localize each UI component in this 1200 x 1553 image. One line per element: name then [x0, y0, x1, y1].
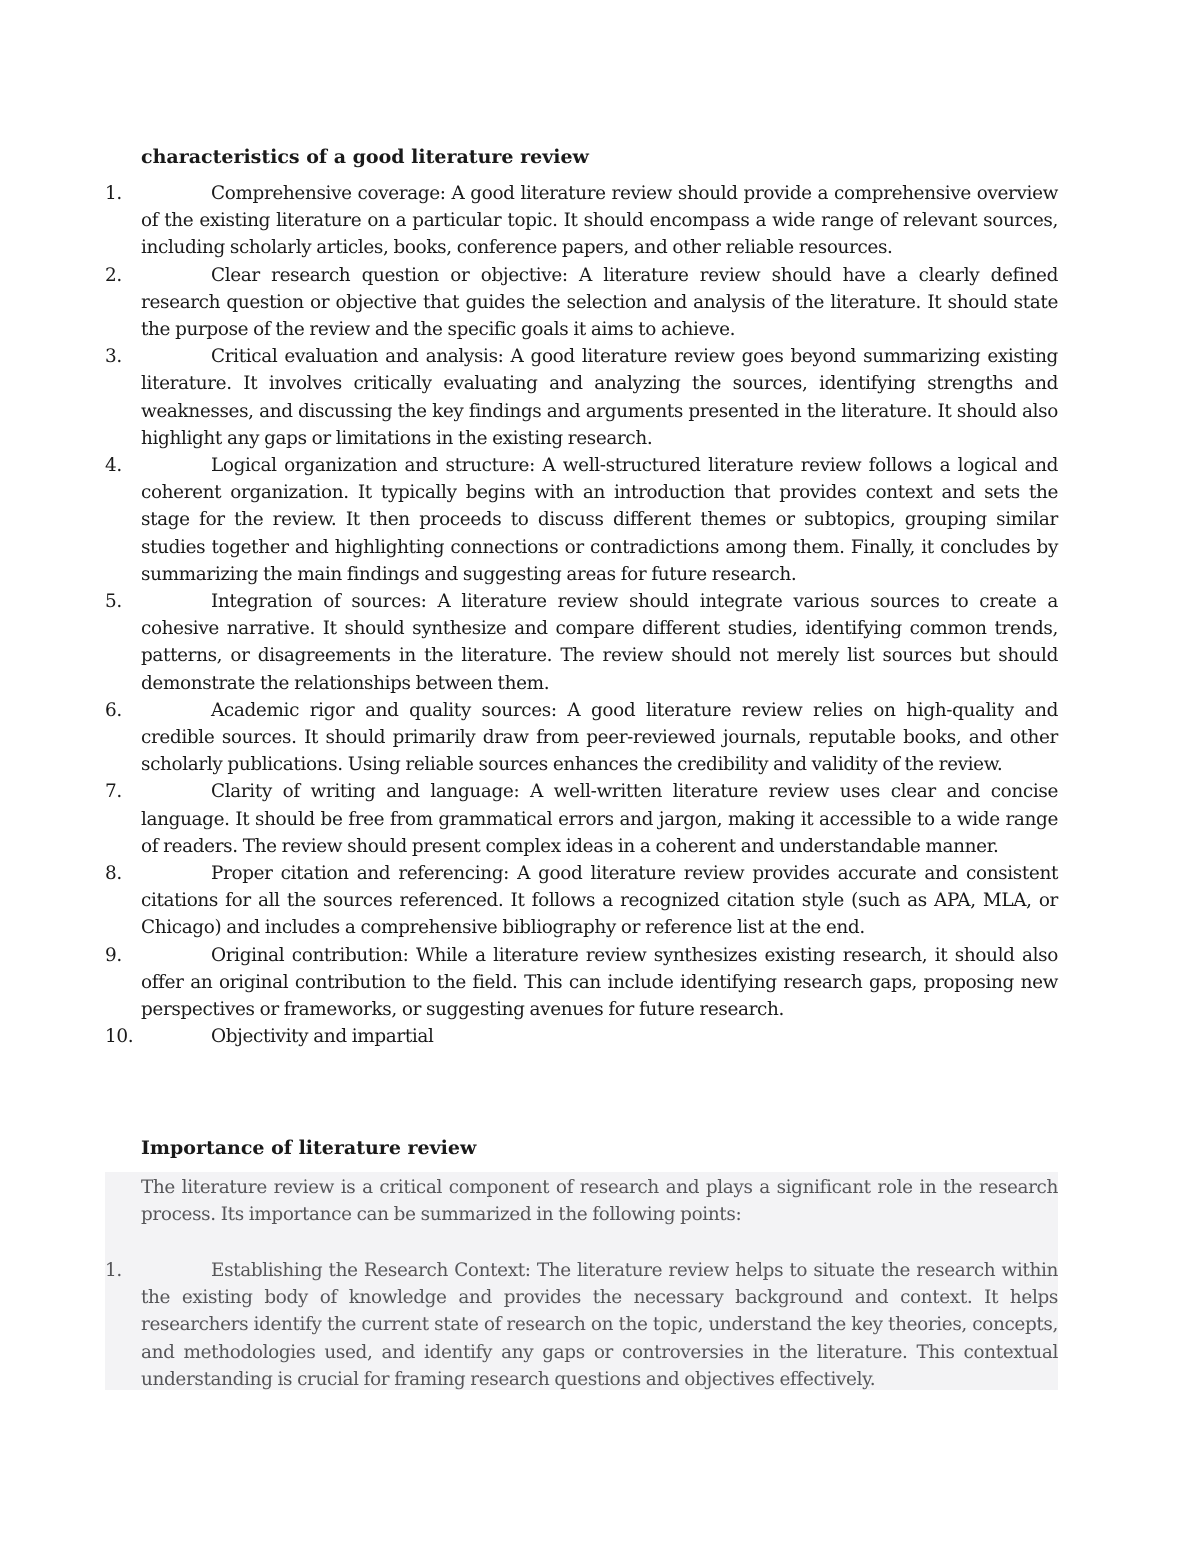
list-number: 8.	[105, 863, 122, 885]
list-number: 5.	[105, 591, 122, 613]
list-item-text: Logical organization and structure: A well-structured literature review follows a logical and coherent organization. It typically begins with an introduction that provides context and sets the stage for the review. It then proceeds to discuss different themes or subtopics, grouping similar studies together and highlighting connections or contradictions among them. Finally, it concludes by summarizing the main findings and suggesting areas for future research.	[141, 455, 1058, 585]
list-item	[0, 588, 1058, 697]
section-heading-characteristics: characteristics of a good literature review	[141, 146, 589, 168]
list-item-text: Comprehensive coverage: A good literature review should provide a comprehensive overview of the existing literature on a particular topic. It should encompass a wide range of relevant sources, including scholarly articles, books, conference papers, and other reliable resources.	[141, 183, 1058, 259]
list-number: 7.	[105, 781, 122, 803]
list-item-text: Proper citation and referencing: A good literature review provides accurate and consistent citations for all the sources referenced. It follows a recognized citation style (such as APA, MLA, or Chicago) and includes a comprehensive bibliography or reference list at the end.	[141, 863, 1058, 939]
list-item	[0, 343, 1058, 452]
list-item-text: Integration of sources: A literature review should integrate various sources to create a cohesive narrative. It should synthesize and compare different studies, identifying common trends, patterns, or disagreements in the literature. The review should not merely list sources but should demonstrate the relationships between them.	[141, 591, 1058, 694]
list-number: 4.	[105, 455, 122, 477]
importance-list	[0, 1257, 1200, 1393]
list-item	[0, 860, 1058, 942]
list-item	[0, 452, 1058, 588]
list-number: 2.	[105, 264, 122, 286]
list-item-text: Original contribution: While a literature review synthesizes existing research, it should also offer an original contribution to the field. This can include identifying research gaps, proposing new perspectives or frameworks, or suggesting avenues for future research.	[141, 944, 1058, 1021]
list-item-text: Critical evaluation and analysis: A good literature review goes beyond summarizing existing literature. It involves critically evaluating and analyzing the sources, identifying strengths and weaknesses, and discussing the key findings and arguments presented in the literature. It should also highlight any gaps or limitations in the existing research.	[141, 346, 1058, 449]
list-number: 1.	[105, 183, 122, 204]
list-item	[0, 1023, 1058, 1050]
list-item-text: Clarity of writing and language: A well-written literature review uses clear and concise language. It should be free from grammatical errors and jargon, making it accessible to a wide range of readers. The review should present complex ideas in a coherent and understandable manner.	[141, 781, 1058, 857]
list-number: 6.	[105, 699, 122, 721]
list-item	[0, 1257, 1058, 1393]
list-item-text: Objectivity and impartial	[211, 1026, 434, 1048]
list-number: 9.	[105, 944, 122, 966]
list-number: 3.	[105, 346, 122, 368]
list-item	[0, 778, 1058, 860]
list-number: 1.	[105, 1260, 122, 1281]
importance-intro: The literature review is a critical component of research and plays a significant role in the research process. Its importance can be summarized in the following points:	[141, 1177, 1058, 1226]
section-heading-importance: Importance of literature review	[141, 1137, 477, 1159]
list-item-text: Clear research question or objective: A literature review should have a clearly defined research question or objective that guides the selection and analysis of the literature. It should state the purpose of the review and the specific goals it aims to achieve.	[141, 264, 1058, 341]
characteristics-list	[0, 180, 1200, 1051]
list-item-text: Academic rigor and quality sources: A good literature review relies on high-quality and credible sources. It should primarily draw from peer-reviewed journals, reputable books, and other scholarly publications. Using reliable sources enhances the credibility and validity of the review.	[141, 699, 1058, 776]
list-item-text: Establishing the Research Context: The literature review helps to situate the research within the existing body of knowledge and provides the necessary background and context. It helps researchers identify the current state of research on the topic, understand the key theories, concepts, and methodologies used, and identify any gaps or controversies in the literature. This contextual understanding is crucial for framing research questions and objectives effectively.	[141, 1260, 1058, 1390]
list-item	[0, 262, 1058, 344]
list-number: 10.	[105, 1026, 134, 1048]
list-item	[0, 697, 1058, 779]
list-item	[0, 180, 1058, 262]
list-item	[0, 942, 1058, 1024]
